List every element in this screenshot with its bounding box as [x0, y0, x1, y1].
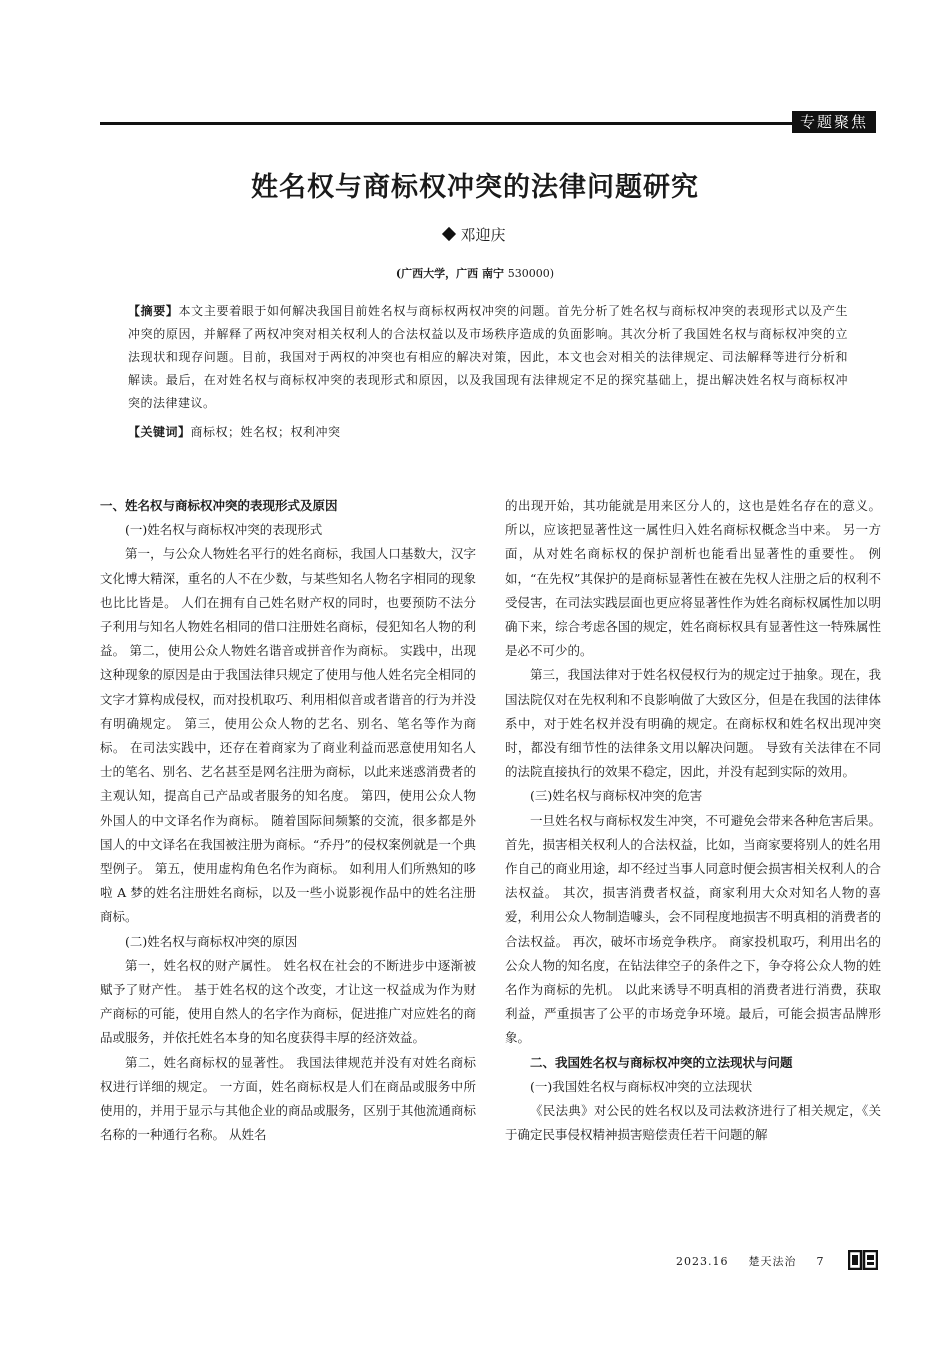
abstract-label: 【摘要】 [128, 304, 179, 318]
abstract-text: 本文主要着眼于如何解决我国目前姓名权与商标权两权冲突的问题。首先分析了姓名权与商标权冲突的表现形式以及产生冲突的原因，并解释了两权冲突对相关权利人的合法权益以及市场秩序造成的负面影响。其次分析了我国姓名权与商标权冲突的立法现状和现存问题。目前，我国对于两权的冲突也有相应的解决对策，因此，本文也会对相关的法律规定、司法解释等进行分析和解读。最后，在对姓名权与商标权冲突的表现形式和原因，以及我国现有法律规定不足的探究基础上，提出解决姓名权与商标权冲突的法律建议。 [128, 304, 848, 410]
diamond-icon [442, 227, 456, 241]
paragraph: 第一，姓名权的财产属性。 姓名权在社会的不断进步中逐渐被赋予了财产性。 基于姓名权的这个改变，才让这一权益成为作为财产商标的可能，使用自然人的名字作为商标，促进推广对应姓名的商品或服务，并依托姓名本身的知名度获得丰厚的经济效益。 [100, 957, 476, 1046]
paragraph: 第二，姓名商标权的显著性。 我国法律规范并没有对姓名商标权进行详细的规定。 一方面，姓名商标权是人们在商品或服务中所使用的，并用于显示与其他企业的商品或服务，区别于其他流通商标名称的一种通行名称。 从姓名 [100, 1054, 476, 1143]
affiliation [0, 265, 950, 281]
subsection-heading: (一)我国姓名权与商标权冲突的立法现状 [530, 1078, 753, 1094]
journal-name: 楚天法治 [748, 1255, 797, 1268]
keywords [128, 422, 848, 442]
subsection-heading: (三)姓名权与商标权冲突的危害 [530, 788, 703, 804]
journal-logo-icon [848, 1250, 878, 1270]
page-footer [676, 1253, 845, 1269]
section-tag: 专题聚焦 [792, 111, 876, 133]
author-line [0, 224, 950, 245]
subsection-heading: (一)姓名权与商标权冲突的表现形式 [125, 522, 323, 538]
issue-number: 2023.16 [676, 1255, 729, 1268]
header-rule [100, 122, 792, 125]
page-number: 7 [816, 1255, 825, 1268]
subsection-heading: (二)姓名权与商标权冲突的原因 [125, 933, 298, 949]
paragraph: 的出现开始，其功能就是用来区分人的，这也是姓名存在的意义。 所以，应该把显著性这一属性归入姓名商标权概念当中来。 另一方面，从对姓名商标权的保护剖析也能看出显著性的重要性。 例如，“在先权”其保护的是商标显著性在被在先权人注册之后的权利不受侵害，在司法实践层面也更应将显著性作为姓名商标权属性加以明确下来，综合考虑各国的规定，姓名商标权具有显著性这一特殊属性是必不可少的。 [505, 498, 881, 659]
affiliation-zip: 530000) [507, 267, 555, 280]
keywords-label: 【关键词】 [128, 425, 191, 439]
paragraph: 《民法典》对公民的姓名权以及司法救济进行了相关规定，《关于确定民事侵权精神损害赔偿责任若干问题的解 [505, 1103, 881, 1143]
affiliation-text: (广西大学，广西 南宁 [395, 267, 504, 280]
paragraph: 一旦姓名权与商标权发生冲突，不可避免会带来各种危害后果。 首先，损害相关权利人的合法权益，比如，当商家要将别人的姓名用作自己的商业用途，却不经过当事人同意时便会损害相关权利人的合法权益。 其次，损害消费者权益，商家利用大众对知名人物的喜爱，利用公众人物制造噱头，会不同程度地损害不明真相的消费者的合法权益。 再次，破坏市场竞争秩序。 商家投机取巧，利用出名的公众人物的知名度，在钻法律空子的条件之下，争夺将公众人物的姓名作为商标的先机。 以此来诱导不明真相的消费者进行消费，获取利益，严重损害了公平的市场竞争环境。最后，可能会损害品牌形象。 [505, 812, 881, 1046]
body-column-right [505, 494, 881, 1147]
section-heading: 一、姓名权与商标权冲突的表现形式及原因 [100, 498, 338, 513]
body-column-left [100, 494, 476, 1147]
article-title: 姓名权与商标权冲突的法律问题研究 [251, 172, 699, 203]
paragraph: 第三，我国法律对于姓名权侵权行为的规定过于抽象。现在，我国法院仅对在先权利和不良影响做了大致区分，但是在我国的法律体系中，对于姓名权并没有明确的规定。在商标权和姓名权出现冲突时，都没有细节性的法律条文用以解决问题。 导致有关法律在不同的法院直接执行的效果不稳定，因此，并没有起到实际的效用。 [505, 667, 881, 780]
author-name: 邓迎庆 [460, 226, 506, 244]
section-heading: 二、我国姓名权与商标权冲突的立法现状与问题 [530, 1054, 793, 1070]
paragraph: 第一，与公众人物姓名平行的姓名商标，我国人口基数大，汉字文化博大精深，重名的人不在少数，与某些知名人物名字相同的现象也比比皆是。 人们在拥有自己姓名财产权的同时，也要预防不法分子利用与知名人物姓名相同的借口注册姓名商标，侵犯知名人物的利益。 第二，使用公众人物姓名谐音或拼音作为商标。 实践中，出现这种现象的原因是由于我国法律只规定了使用与他人姓名完全相同的文字才算构成侵权，而对投机取巧、利用相似音或者谐音的行为并没有明确规定。 第三，使用公众人物的艺名、别名、笔名等作为商标。 在司法实践中，还存在着商家为了商业利益而恶意使用知名人士的笔名、别名、艺名甚至是网名注册为商标，以此来迷惑消费者的主观认知，提高自己产品或者服务的知名度。 第四，使用公众人物外国人的中文译名作为商标。 随着国际间频繁的交流，很多都是外国人的中文译名在我国被注册为商标。“乔丹”的侵权案例就是一个典型例子。 第五，使用虚构角色名作为商标。 如利用人们所熟知的哆啦 A 梦的姓名注册姓名商标，以及一些小说影视作品中的姓名注册商标。 [100, 546, 476, 925]
abstract [128, 300, 848, 415]
keywords-text: 商标权；姓名权；权利冲突 [190, 425, 341, 439]
